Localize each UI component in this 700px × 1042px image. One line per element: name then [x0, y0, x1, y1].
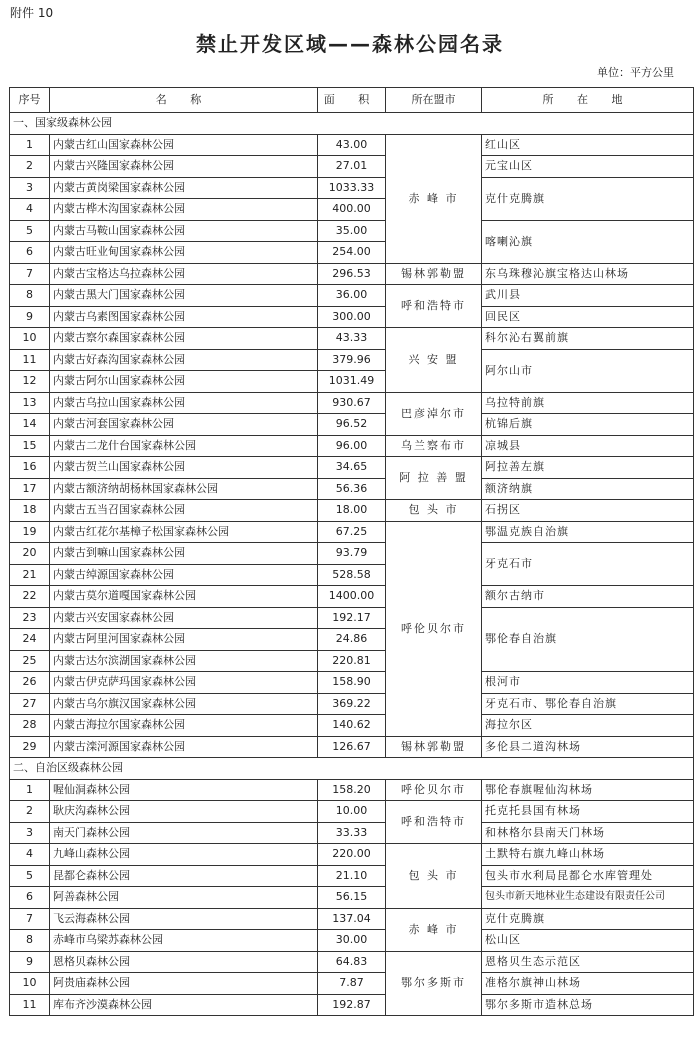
col-header-location: 所 在 地 — [482, 88, 694, 113]
row-index: 18 — [10, 500, 50, 522]
row-index: 11 — [10, 349, 50, 371]
row-index: 20 — [10, 543, 50, 565]
table-row — [10, 328, 694, 350]
park-area: 35.00 — [318, 220, 386, 242]
park-name: 内蒙古河套国家森林公园 — [50, 414, 318, 436]
park-area: 126.67 — [318, 736, 386, 758]
park-name: 恩格贝森林公园 — [50, 951, 318, 973]
park-area: 528.58 — [318, 564, 386, 586]
row-index: 26 — [10, 672, 50, 694]
row-index: 27 — [10, 693, 50, 715]
col-header-area: 面 积 — [318, 88, 386, 113]
park-area: 220.81 — [318, 650, 386, 672]
row-index: 22 — [10, 586, 50, 608]
park-location: 科尔沁右翼前旗 — [482, 328, 694, 350]
park-name: 内蒙古兴隆国家森林公园 — [50, 156, 318, 178]
row-index: 8 — [10, 285, 50, 307]
park-location: 回民区 — [482, 306, 694, 328]
park-location: 阿拉善左旗 — [482, 457, 694, 479]
park-name: 内蒙古阿尔山国家森林公园 — [50, 371, 318, 393]
park-location: 凉城县 — [482, 435, 694, 457]
row-index: 12 — [10, 371, 50, 393]
table-row — [10, 672, 694, 694]
table-row — [10, 220, 694, 242]
park-area: 7.87 — [318, 973, 386, 995]
park-area: 296.53 — [318, 263, 386, 285]
park-name: 内蒙古贺兰山国家森林公园 — [50, 457, 318, 479]
table-row — [10, 908, 694, 930]
row-index: 1 — [10, 134, 50, 156]
row-index: 19 — [10, 521, 50, 543]
row-index: 10 — [10, 328, 50, 350]
row-index: 14 — [10, 414, 50, 436]
park-area: 96.00 — [318, 435, 386, 457]
park-area: 254.00 — [318, 242, 386, 264]
table-row — [10, 392, 694, 414]
park-location: 乌拉特前旗 — [482, 392, 694, 414]
row-index: 23 — [10, 607, 50, 629]
park-location: 红山区 — [482, 134, 694, 156]
park-location: 牙克石市、鄂伦春自治旗 — [482, 693, 694, 715]
section-row — [10, 113, 694, 135]
park-name: 南天门森林公园 — [50, 822, 318, 844]
park-city: 锡林郭勒盟 — [386, 736, 482, 758]
row-index: 7 — [10, 908, 50, 930]
row-index: 11 — [10, 994, 50, 1016]
park-location: 海拉尔区 — [482, 715, 694, 737]
table-row — [10, 285, 694, 307]
park-location: 托克托县国有林场 — [482, 801, 694, 823]
park-area: 1031.49 — [318, 371, 386, 393]
page-title: 禁止开发区域——森林公园名录 — [196, 32, 504, 56]
park-location: 根河市 — [482, 672, 694, 694]
section-row — [10, 758, 694, 780]
park-area: 379.96 — [318, 349, 386, 371]
park-area: 158.20 — [318, 779, 386, 801]
table-row — [10, 801, 694, 823]
park-location: 包头市新天地林业生态建设有限责任公司 — [482, 887, 694, 909]
park-area: 192.87 — [318, 994, 386, 1016]
table-row — [10, 306, 694, 328]
park-name: 内蒙古红山国家森林公园 — [50, 134, 318, 156]
row-index: 4 — [10, 199, 50, 221]
park-area: 400.00 — [318, 199, 386, 221]
park-area: 34.65 — [318, 457, 386, 479]
park-area: 220.00 — [318, 844, 386, 866]
row-index: 2 — [10, 801, 50, 823]
park-city: 呼伦贝尔市 — [386, 521, 482, 736]
park-city: 赤 峰 市 — [386, 134, 482, 263]
park-location: 阿尔山市 — [482, 349, 694, 392]
park-location: 包头市水利局昆都仑水库管理处 — [482, 865, 694, 887]
table-row — [10, 435, 694, 457]
park-name: 阿贵庙森林公园 — [50, 973, 318, 995]
park-name: 内蒙古五当召国家森林公园 — [50, 500, 318, 522]
table-row — [10, 500, 694, 522]
row-index: 16 — [10, 457, 50, 479]
park-name: 内蒙古达尔滨湖国家森林公园 — [50, 650, 318, 672]
park-name: 内蒙古滦河源国家森林公园 — [50, 736, 318, 758]
park-name: 内蒙古阿里河国家森林公园 — [50, 629, 318, 651]
row-index: 2 — [10, 156, 50, 178]
table-row — [10, 779, 694, 801]
header-row — [10, 88, 694, 113]
park-area: 1400.00 — [318, 586, 386, 608]
park-name: 内蒙古宝格达乌拉森林公园 — [50, 263, 318, 285]
forest-park-table — [9, 87, 694, 1016]
table-row — [10, 844, 694, 866]
park-area: 192.17 — [318, 607, 386, 629]
row-index: 10 — [10, 973, 50, 995]
park-name: 内蒙古海拉尔国家森林公园 — [50, 715, 318, 737]
park-city: 包 头 市 — [386, 844, 482, 909]
row-index: 3 — [10, 822, 50, 844]
section-title: 二、自治区级森林公园 — [10, 758, 694, 780]
park-location: 松山区 — [482, 930, 694, 952]
row-index: 8 — [10, 930, 50, 952]
table-row — [10, 478, 694, 500]
park-location: 杭锦后旗 — [482, 414, 694, 436]
park-name: 九峰山森林公园 — [50, 844, 318, 866]
park-location: 东乌珠穆沁旗宝格达山林场 — [482, 263, 694, 285]
park-name: 内蒙古马鞍山国家森林公园 — [50, 220, 318, 242]
park-name: 库布齐沙漠森林公园 — [50, 994, 318, 1016]
park-location: 额尔古纳市 — [482, 586, 694, 608]
park-area: 158.90 — [318, 672, 386, 694]
park-location: 和林格尔县南天门林场 — [482, 822, 694, 844]
row-index: 29 — [10, 736, 50, 758]
park-location: 武川县 — [482, 285, 694, 307]
row-index: 9 — [10, 306, 50, 328]
section-title: 一、国家级森林公园 — [10, 113, 694, 135]
park-city: 巴彦淖尔市 — [386, 392, 482, 435]
table-row — [10, 951, 694, 973]
park-name: 内蒙古乌拉山国家森林公园 — [50, 392, 318, 414]
park-location: 鄂伦春自治旗 — [482, 607, 694, 672]
col-header-name: 名 称 — [50, 88, 318, 113]
table-row — [10, 865, 694, 887]
park-area: 93.79 — [318, 543, 386, 565]
row-index: 13 — [10, 392, 50, 414]
park-area: 930.67 — [318, 392, 386, 414]
park-area: 10.00 — [318, 801, 386, 823]
park-name: 内蒙古伊克萨玛国家森林公园 — [50, 672, 318, 694]
table-row — [10, 736, 694, 758]
park-location: 额济纳旗 — [482, 478, 694, 500]
col-header-city: 所在盟市 — [386, 88, 482, 113]
table-row — [10, 930, 694, 952]
park-name: 内蒙古桦木沟国家森林公园 — [50, 199, 318, 221]
row-index: 15 — [10, 435, 50, 457]
row-index: 28 — [10, 715, 50, 737]
park-name: 内蒙古黑大门国家森林公园 — [50, 285, 318, 307]
park-area: 300.00 — [318, 306, 386, 328]
table-row — [10, 887, 694, 909]
row-index: 24 — [10, 629, 50, 651]
park-area: 43.33 — [318, 328, 386, 350]
table-row — [10, 156, 694, 178]
park-area: 56.36 — [318, 478, 386, 500]
park-location: 石拐区 — [482, 500, 694, 522]
park-city: 鄂尔多斯市 — [386, 951, 482, 1016]
park-name: 赤峰市乌梁苏森林公园 — [50, 930, 318, 952]
park-area: 36.00 — [318, 285, 386, 307]
park-area: 140.62 — [318, 715, 386, 737]
table-row — [10, 973, 694, 995]
row-index: 21 — [10, 564, 50, 586]
park-location: 喀喇沁旗 — [482, 220, 694, 263]
park-location: 土默特右旗九峰山林场 — [482, 844, 694, 866]
row-index: 17 — [10, 478, 50, 500]
park-name: 喔仙洞森林公园 — [50, 779, 318, 801]
row-index: 3 — [10, 177, 50, 199]
park-area: 43.00 — [318, 134, 386, 156]
park-name: 内蒙古绰源国家森林公园 — [50, 564, 318, 586]
park-name: 内蒙古二龙什台国家森林公园 — [50, 435, 318, 457]
row-index: 5 — [10, 865, 50, 887]
table-row — [10, 263, 694, 285]
park-city: 呼伦贝尔市 — [386, 779, 482, 801]
park-area: 24.86 — [318, 629, 386, 651]
park-name: 飞云海森林公园 — [50, 908, 318, 930]
row-index: 1 — [10, 779, 50, 801]
park-name: 内蒙古乌尔旗汉国家森林公园 — [50, 693, 318, 715]
park-city: 呼和浩特市 — [386, 285, 482, 328]
park-name: 内蒙古兴安国家森林公园 — [50, 607, 318, 629]
park-location: 克什克腾旗 — [482, 908, 694, 930]
park-city: 赤 峰 市 — [386, 908, 482, 951]
park-area: 64.83 — [318, 951, 386, 973]
table-row — [10, 177, 694, 199]
park-area: 67.25 — [318, 521, 386, 543]
park-area: 27.01 — [318, 156, 386, 178]
park-location: 准格尔旗神山林场 — [482, 973, 694, 995]
park-name: 内蒙古红花尔基樟子松国家森林公园 — [50, 521, 318, 543]
table-row — [10, 543, 694, 565]
col-header-index: 序号 — [10, 88, 50, 113]
row-index: 7 — [10, 263, 50, 285]
table-row — [10, 134, 694, 156]
park-city: 兴 安 盟 — [386, 328, 482, 393]
park-area: 21.10 — [318, 865, 386, 887]
park-name: 内蒙古察尔森国家森林公园 — [50, 328, 318, 350]
park-city: 阿 拉 善 盟 — [386, 457, 482, 500]
park-name: 内蒙古到嘛山国家森林公园 — [50, 543, 318, 565]
unit-label: 单位：平方公里 — [597, 66, 674, 79]
park-location: 鄂温克族自治旗 — [482, 521, 694, 543]
park-name: 内蒙古莫尔道嘎国家森林公园 — [50, 586, 318, 608]
park-location: 多伦县二道沟林场 — [482, 736, 694, 758]
park-city: 包 头 市 — [386, 500, 482, 522]
park-area: 18.00 — [318, 500, 386, 522]
park-location: 恩格贝生态示范区 — [482, 951, 694, 973]
park-location: 鄂伦春旗喔仙沟林场 — [482, 779, 694, 801]
table-row — [10, 822, 694, 844]
park-name: 阿善森林公园 — [50, 887, 318, 909]
park-city: 呼和浩特市 — [386, 801, 482, 844]
park-location: 牙克石市 — [482, 543, 694, 586]
park-name: 内蒙古旺业甸国家森林公园 — [50, 242, 318, 264]
row-index: 9 — [10, 951, 50, 973]
park-name: 内蒙古乌素图国家森林公园 — [50, 306, 318, 328]
row-index: 6 — [10, 887, 50, 909]
table-row — [10, 994, 694, 1016]
table-row — [10, 715, 694, 737]
park-name: 内蒙古好森沟国家森林公园 — [50, 349, 318, 371]
park-location: 克什克腾旗 — [482, 177, 694, 220]
row-index: 6 — [10, 242, 50, 264]
table-row — [10, 349, 694, 371]
park-area: 30.00 — [318, 930, 386, 952]
table-row — [10, 414, 694, 436]
table-row — [10, 457, 694, 479]
row-index: 25 — [10, 650, 50, 672]
park-area: 33.33 — [318, 822, 386, 844]
park-area: 56.15 — [318, 887, 386, 909]
row-index: 4 — [10, 844, 50, 866]
park-name: 耿庆沟森林公园 — [50, 801, 318, 823]
table-row — [10, 521, 694, 543]
table-row — [10, 586, 694, 608]
table-row — [10, 693, 694, 715]
park-name: 昆都仑森林公园 — [50, 865, 318, 887]
park-area: 1033.33 — [318, 177, 386, 199]
park-area: 96.52 — [318, 414, 386, 436]
attachment-label: 附件 10 — [10, 6, 54, 20]
park-name: 内蒙古黄岗梁国家森林公园 — [50, 177, 318, 199]
park-name: 内蒙古额济纳胡杨林国家森林公园 — [50, 478, 318, 500]
park-area: 369.22 — [318, 693, 386, 715]
park-city: 锡林郭勒盟 — [386, 263, 482, 285]
park-location: 鄂尔多斯市造林总场 — [482, 994, 694, 1016]
table-row — [10, 607, 694, 629]
park-city: 乌兰察布市 — [386, 435, 482, 457]
park-location: 元宝山区 — [482, 156, 694, 178]
row-index: 5 — [10, 220, 50, 242]
park-area: 137.04 — [318, 908, 386, 930]
